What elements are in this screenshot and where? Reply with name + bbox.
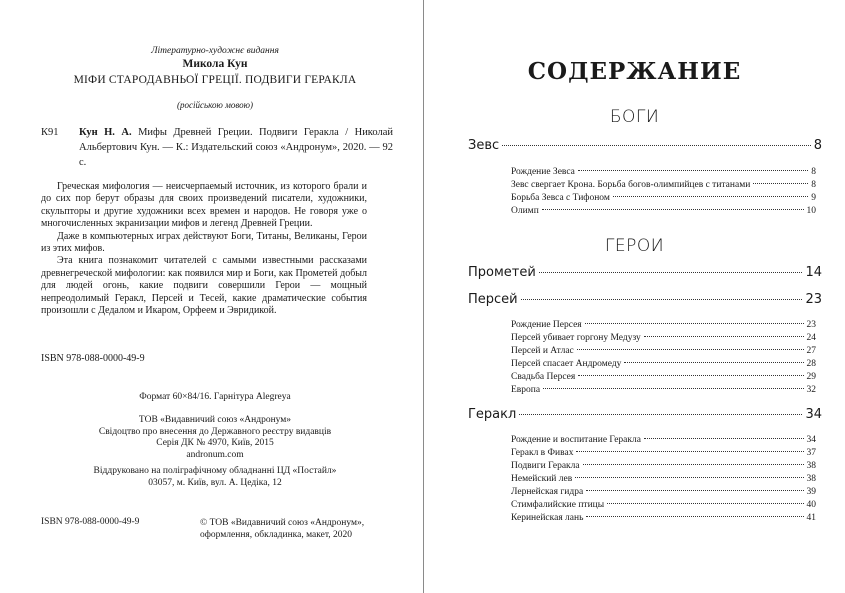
toc-entry-title: Подвиги Геракла bbox=[511, 461, 580, 471]
leader-dots bbox=[586, 490, 803, 491]
toc-entry-title: Геракл bbox=[468, 407, 517, 422]
leader-dots bbox=[539, 272, 803, 273]
leader-dots bbox=[585, 323, 804, 324]
leader-dots bbox=[575, 477, 803, 478]
toc-page-number: 40 bbox=[806, 500, 816, 510]
toc-entry-title: Рождение и воспитание Геракла bbox=[511, 435, 641, 445]
isbn-main: ISBN 978-088-0000-49-9 bbox=[41, 353, 145, 364]
toc-subentry[interactable] bbox=[511, 448, 816, 458]
publisher-line: andronum.com bbox=[186, 449, 244, 460]
catalog-record bbox=[41, 125, 393, 170]
toc-subentry[interactable] bbox=[511, 435, 816, 445]
catalog-body bbox=[79, 125, 393, 170]
toc-entry-title: Олимп bbox=[511, 206, 539, 216]
language-note: (російською мовою) bbox=[177, 100, 253, 110]
toc-entry-prometheus[interactable] bbox=[468, 265, 822, 280]
publisher-line: ТОВ «Видавничий союз «Андронум» bbox=[138, 415, 292, 425]
toc-subentry[interactable] bbox=[511, 193, 816, 203]
toc-page-number: 41 bbox=[806, 513, 816, 523]
toc-page-number: 23 bbox=[805, 292, 822, 307]
toc-page-number: 34 bbox=[806, 435, 816, 445]
annotation bbox=[41, 181, 367, 317]
toc-subentry[interactable] bbox=[511, 180, 816, 190]
toc-title: СОДЕРЖАНИЕ bbox=[527, 58, 742, 85]
copyright-block bbox=[200, 517, 400, 541]
toc-subentry[interactable] bbox=[511, 206, 816, 216]
toc-subentry[interactable] bbox=[511, 346, 816, 356]
toc-entry-title: Зевс bbox=[468, 138, 500, 153]
toc-entry-title: Персей и Атлас bbox=[511, 346, 574, 356]
toc-page-number: 8 bbox=[813, 138, 822, 153]
leader-dots bbox=[577, 349, 804, 350]
toc-subentry[interactable] bbox=[511, 487, 816, 497]
toc-page-number: 38 bbox=[806, 474, 816, 484]
printing-line: Віддруковано на поліграфічному обладнанні ЦД «Постайл» bbox=[93, 466, 337, 476]
leader-dots bbox=[578, 375, 803, 376]
toc-entry-title: Рождение Зевса bbox=[511, 167, 575, 177]
toc-page-number: 23 bbox=[806, 320, 816, 330]
catalog-text: Мифы Древней Греции. Подвиги Геракла / Николай Альбертович Кун. — К.: Издательский союз «Андронум», 2020. — 92 с. bbox=[79, 127, 394, 168]
toc-subentry[interactable] bbox=[511, 513, 816, 523]
toc-entry-title: Зевс свергает Крона. Борьба богов-олимпийцев с титанами bbox=[511, 180, 751, 190]
leader-dots bbox=[502, 145, 811, 146]
toc-entry-title: Керинейская лань bbox=[511, 513, 584, 523]
leader-dots bbox=[613, 196, 808, 197]
annotation-paragraph: Эта книга познакомит читателей с самыми известными рассказами древнегреческой мифологии: как появился мир и Боги, как Прометей добыл для людей огонь, какие подвиги совершили Герои — мощный непреодолимый Геракл, Персей и Тесей, какие драматические события произошли с Дедалом и Икаром, Орфеем и Эвридикой. bbox=[41, 255, 367, 317]
toc-entry-title: Европа bbox=[511, 385, 541, 395]
toc-entry-title: Персей bbox=[468, 292, 518, 307]
leader-dots bbox=[542, 209, 804, 210]
toc-subentry[interactable] bbox=[511, 359, 816, 369]
leader-dots bbox=[753, 183, 808, 184]
toc-page-number: 27 bbox=[806, 346, 816, 356]
toc-page-number: 37 bbox=[806, 448, 816, 458]
leader-dots bbox=[644, 438, 804, 439]
leader-dots bbox=[521, 299, 803, 300]
toc-subentry[interactable] bbox=[511, 461, 816, 471]
toc-page-number: 34 bbox=[805, 407, 822, 422]
leader-dots bbox=[607, 503, 803, 504]
toc-page-number: 39 bbox=[806, 487, 816, 497]
publisher-line: Свідоцтво про внесення до Державного реєстру видавців bbox=[98, 426, 332, 437]
toc-subentry[interactable] bbox=[511, 333, 816, 343]
toc-page-number: 24 bbox=[806, 333, 816, 343]
leader-dots bbox=[624, 362, 803, 363]
toc-entry-title: Свадьба Персея bbox=[511, 372, 576, 382]
leader-dots bbox=[583, 464, 804, 465]
leader-dots bbox=[543, 388, 803, 389]
toc-entry-zeus[interactable] bbox=[468, 138, 822, 153]
leader-dots bbox=[586, 516, 803, 517]
leader-dots bbox=[519, 414, 802, 415]
toc-entry-title: Прометей bbox=[468, 265, 536, 280]
toc-page-number: 8 bbox=[811, 180, 816, 190]
annotation-paragraph: Даже в компьютерных играх действуют Боги, Титаны, Великаны, Герои из этих мифов. bbox=[41, 230, 367, 255]
leader-dots bbox=[644, 336, 804, 337]
toc-page-number: 14 bbox=[805, 265, 822, 280]
toc-subentry[interactable] bbox=[511, 320, 816, 330]
toc-subentry[interactable] bbox=[511, 385, 816, 395]
catalog-author: Кун Н. А. bbox=[79, 127, 132, 138]
toc-entry-title: Персей убивает горгону Медузу bbox=[511, 333, 641, 343]
toc-entry-title: Немейский лев bbox=[511, 474, 573, 484]
genre-line: Літературно-художнє видання bbox=[151, 46, 279, 56]
toc-page-number: 29 bbox=[806, 372, 816, 382]
annotation-paragraph: Греческая мифология — неисчерпаемый источник, из которого брали и до сих пор берут образы для своих произведений писатели, художники, скульпторы и другие художники всех времен и народов. Не говоря уже о многочисленных экранизации мифов и легенд Древней Греции. bbox=[41, 181, 367, 230]
publisher-line: Серія ДК № 4970, Київ, 2015 bbox=[156, 438, 274, 448]
toc-page-number: 9 bbox=[811, 193, 816, 203]
toc-entry-title: Геракл в Фивах bbox=[511, 448, 574, 458]
book-title: МІФИ СТАРОДАВНЬОЇ ГРЕЦІЇ. ПОДВИГИ ГЕРАКЛА bbox=[73, 74, 357, 86]
toc-entry-title: Рождение Персея bbox=[511, 320, 582, 330]
toc-entry-title: Стимфалийские птицы bbox=[511, 500, 605, 510]
format-line: Формат 60×84/16. Гарнітура Alegreya bbox=[139, 392, 291, 402]
toc-entry-title: Борьба Зевса с Тифоном bbox=[511, 193, 610, 203]
toc-page-number: 10 bbox=[806, 206, 816, 216]
copyright-line: © ТОВ «Видавничий союз «Андронум», bbox=[200, 518, 365, 528]
copyright-line: оформлення, обкладинка, макет, 2020 bbox=[200, 530, 353, 540]
toc-subentry[interactable] bbox=[511, 372, 816, 382]
isbn-bottom: ISBN 978-088-0000-49-9 bbox=[41, 517, 140, 527]
catalog-code: К91 bbox=[41, 127, 59, 138]
toc-page-number: 32 bbox=[806, 385, 816, 395]
printing-line: 03057, м. Київ, вул. А. Цедіка, 12 bbox=[148, 477, 282, 488]
publisher-block bbox=[40, 415, 390, 461]
toc-entry-perseus[interactable] bbox=[468, 292, 822, 307]
section-heading-gods: БОГИ bbox=[609, 107, 660, 127]
toc-entry-title: Лернейская гидра bbox=[511, 487, 584, 497]
right-page-contents bbox=[424, 0, 845, 593]
toc-entry-heracles[interactable] bbox=[468, 407, 822, 422]
toc-subentry[interactable] bbox=[511, 167, 816, 177]
toc-page-number: 38 bbox=[806, 461, 816, 471]
toc-page-number: 8 bbox=[811, 167, 816, 177]
leader-dots bbox=[576, 451, 803, 452]
toc-subentry[interactable] bbox=[511, 500, 816, 510]
toc-page-number: 28 bbox=[806, 359, 816, 369]
author-name: Микола Кун bbox=[182, 58, 248, 70]
toc-subentry[interactable] bbox=[511, 474, 816, 484]
section-heading-heroes: ГЕРОИ bbox=[604, 236, 665, 256]
leader-dots bbox=[578, 170, 808, 171]
toc-entry-title: Персей спасает Андромеду bbox=[511, 359, 622, 369]
printing-block bbox=[40, 466, 390, 489]
